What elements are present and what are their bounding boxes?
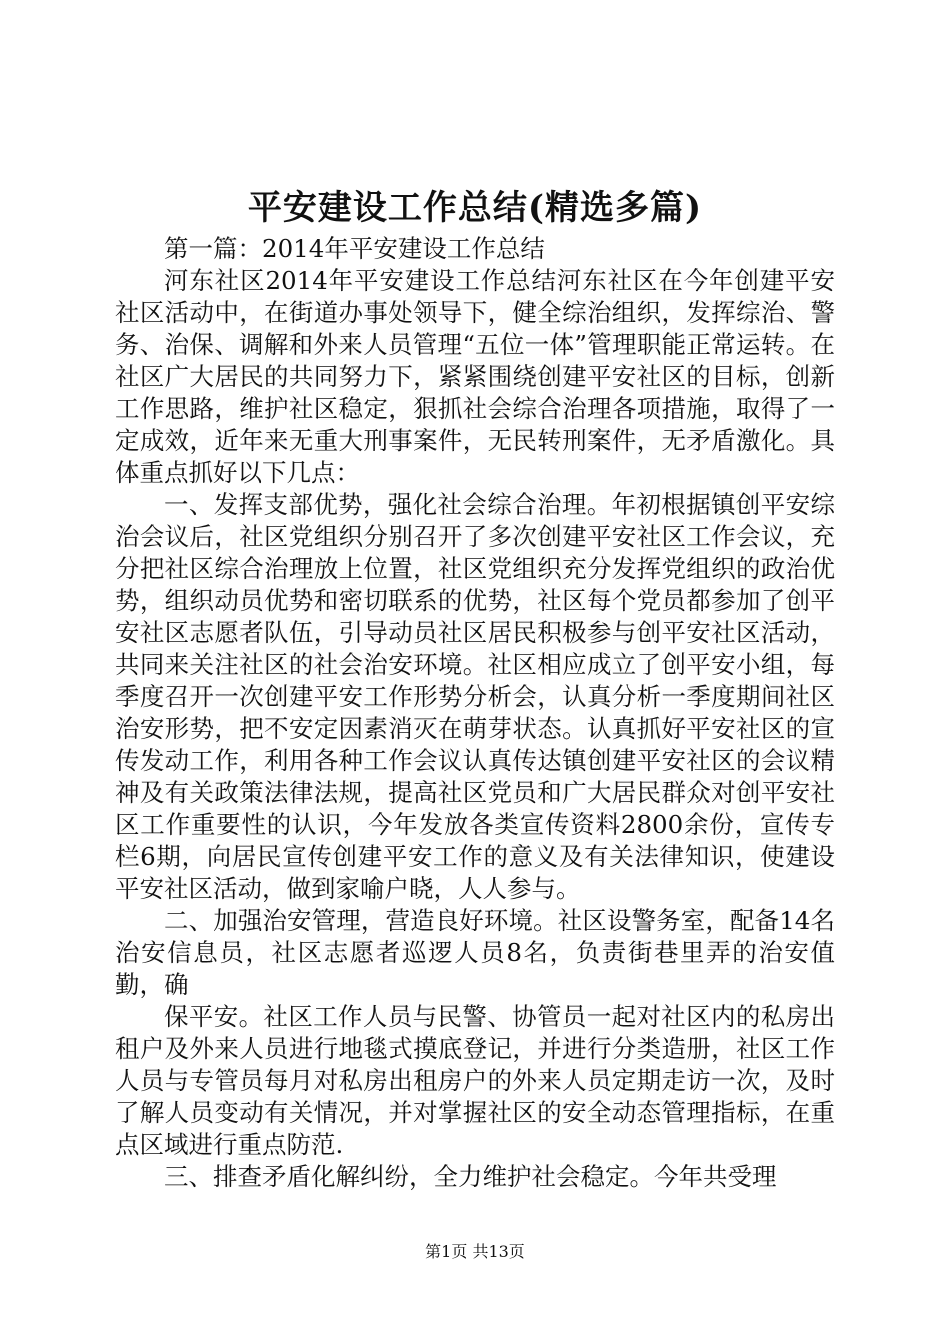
document-title: 平安建设工作总结(精选多篇) [247,188,703,228]
body-paragraph: 一、发挥支部优势，强化社会综合治理。年初根据镇创平安综治会议后，社区党组织分别召开了多次创建平安社区工作会议，充分把社区综合治理放上位置，社区党组织充分发挥党组织的政治优势，组织动员优势和密切联系的优势，社区每个党员都参加了创平安社区志愿者队伍，引导动员社区居民积极参与创平安社区活动，共同来关注社区的社会治安环境。社区相应成立了创平安小组，每季度召开一次创建平安工作形势分析会，认真分析一季度期间社区治安形势，把不安定因素消灭在萌芽状态。认真抓好平安社区的宣传发动工作，利用各种工作会议认真传达镇创建平安社区的会议精神及有关政策法律法规，提高社区党员和广大居民群众对创平安社区工作重要性的认识，今年发放各类宣传资料2800余份，宣传专栏6期，向居民宣传创建平安工作的意义及有关法律知识，使建设平安社区活动，做到家喻户晓，人人参与。 [115,490,835,903]
body-paragraph: 保平安。社区工作人员与民警、协管员一起对社区内的私房出租户及外来人员进行地毯式摸底登记，并进行分类造册，社区工作人员与专管员每月对私房出租房户的外来人员定期走访一次，及时了解人员变动有关情况，并对掌握社区的安全动态管理指标，在重点区域进行重点防范. [115,1002,835,1159]
body-paragraph: 河东社区2014年平安建设工作总结河东社区在今年创建平安社区活动中，在街道办事处领导下，健全综治组织，发挥综治、警务、治保、调解和外来人员管理“五位一体”管理职能正常运转。在社区广大居民的共同努力下，紧紧围绕创建平安社区的目标，创新工作思路，维护社区稳定，狠抓社会综合治理各项措施，取得了一定成效，近年来无重大刑事案件，无民转刑案件，无矛盾激化。具体重点抓好以下几点： [115,266,835,487]
body-paragraph: 三、排查矛盾化解纠纷，全力维护社会稳定。今年共受理 [164,1162,777,1191]
section-heading: 第一篇：2014年平安建设工作总结 [164,234,545,263]
body-paragraph: 二、加强治安管理，营造良好环境。社区设警务室，配备14名治安信息员，社区志愿者巡逻人员8名，负责街巷里弄的治安值勤，确 [115,906,835,999]
document-body [115,233,835,1193]
page-number-footer: 第1页 共13页 [425,1242,525,1261]
